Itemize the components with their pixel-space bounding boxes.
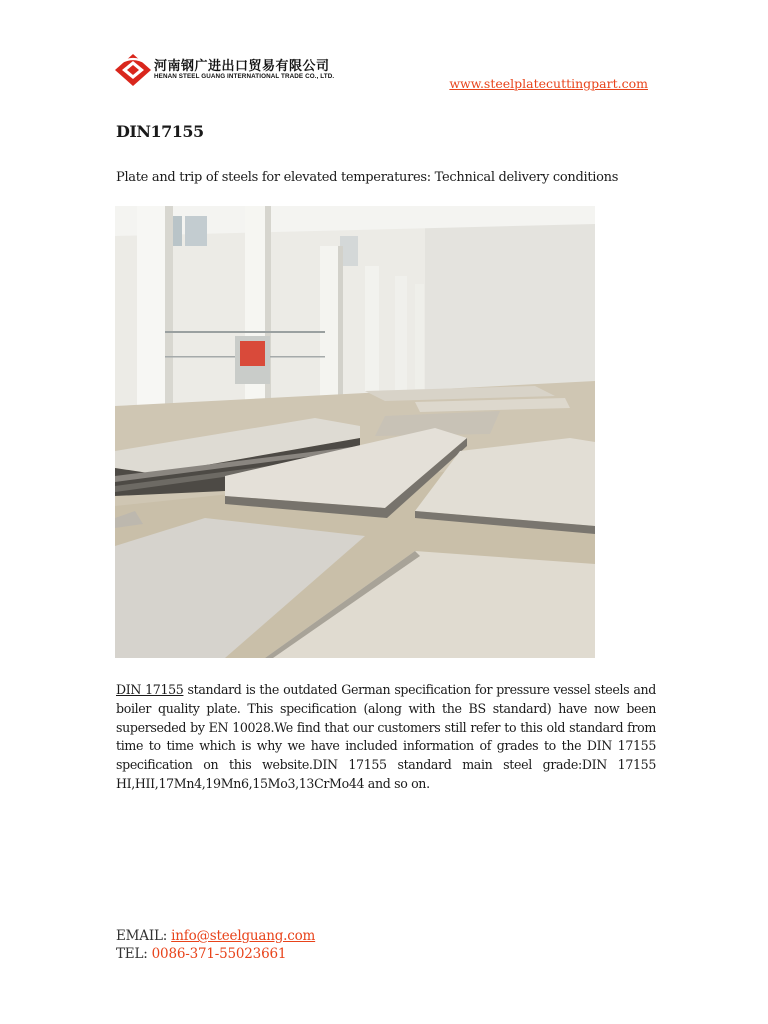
tel-line xyxy=(116,945,315,963)
tel-label: TEL: xyxy=(116,946,148,962)
email-label: EMAIL: xyxy=(116,928,168,944)
contact-info xyxy=(116,927,315,963)
company-logo xyxy=(114,50,354,90)
company-name-cn: 河南钢广进出口贸易有限公司 xyxy=(154,59,330,74)
company-logo-mark-icon xyxy=(114,53,152,87)
email-line xyxy=(116,927,315,945)
warehouse-steel-plates-photo xyxy=(115,206,595,658)
tel-value: 0086-371-55023661 xyxy=(151,946,287,962)
page-title: DIN17155 xyxy=(116,122,204,141)
body-paragraph xyxy=(116,681,656,794)
company-name-en: HENAN STEEL GUANG INTERNATIONAL TRADE CO., LTD. xyxy=(154,73,335,80)
body-paragraph-text: standard is the outdated German specification for pressure vessel steels and boiler quality plate. This specification (along with the BS standard) have now been superseded by EN 10028.We find that our customers still refer to this old standard from time to time which is why we have included information of grades to the DIN 17155 specification on this website.DIN 17155 standard main steel grade:DIN 17155 HI,HII,17Mn4,19Mn6,15Mo3,13CrMo44 and so on. xyxy=(116,682,656,791)
page-subtitle: Plate and trip of steels for elevated temperatures: Technical delivery conditions xyxy=(116,170,619,185)
din-17155-link[interactable]: DIN 17155 xyxy=(116,682,184,697)
page-header xyxy=(114,50,654,100)
website-link[interactable]: www.steelplatecuttingpart.com xyxy=(449,76,648,91)
email-link[interactable]: info@steelguang.com xyxy=(171,928,316,944)
